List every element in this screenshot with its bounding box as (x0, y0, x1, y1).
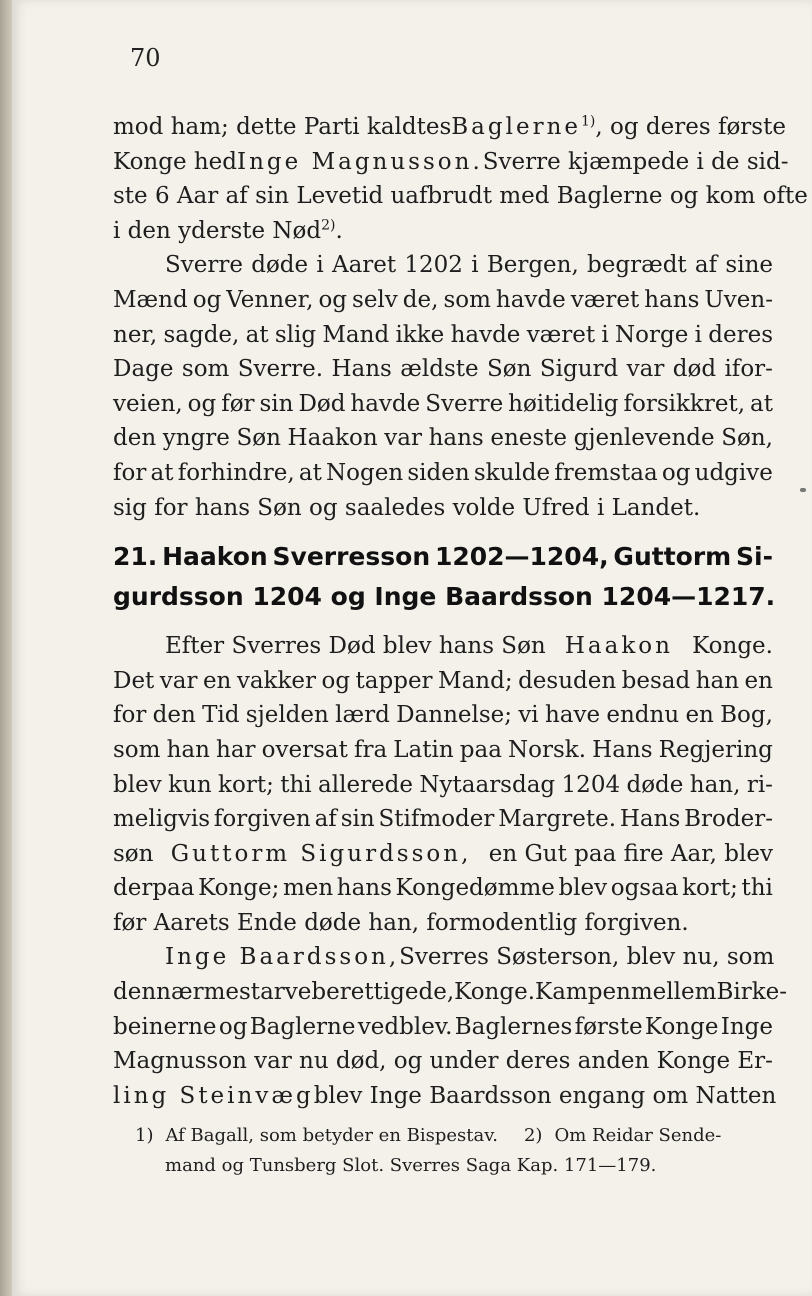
word: hans (644, 286, 700, 313)
text-line (113, 871, 773, 906)
word: af (314, 806, 337, 833)
word: for (113, 702, 147, 729)
word: var (626, 356, 665, 383)
word: Konge; (198, 875, 280, 902)
word: endnu (606, 702, 680, 729)
word: slig (274, 321, 317, 348)
word: Inge (720, 1013, 773, 1040)
footnote-line (113, 1121, 773, 1151)
text-line (113, 352, 773, 387)
word: første (574, 1013, 643, 1040)
word: Er- (737, 1048, 773, 1075)
word: hans (428, 425, 484, 452)
text-line (113, 975, 788, 1010)
word: var (159, 667, 198, 694)
word: skulde (473, 459, 551, 486)
footnote-2: Om Reidar Sende- (554, 1125, 722, 1147)
word: før (221, 390, 255, 417)
word: 21. (113, 542, 158, 572)
word: Norge (615, 321, 689, 348)
word: Kongedømme (395, 875, 555, 902)
word: lærd (335, 702, 390, 729)
word: udgive (694, 459, 773, 486)
word: Nytaarsdag (419, 771, 556, 798)
word: Stifmoder (378, 806, 495, 833)
word: Nogen (326, 459, 404, 486)
text-line (113, 733, 773, 768)
word: Kampen (535, 979, 631, 1006)
word: og (187, 390, 217, 417)
word: og (393, 1048, 423, 1075)
text-line: Konge hed Inge Magnusson. Sverre kjæmpede i de sid- (113, 148, 789, 175)
word: anden (577, 1048, 650, 1075)
word: Haakon (162, 542, 268, 572)
word: de, (402, 286, 439, 313)
word: nærmest (156, 979, 261, 1006)
text-line (113, 802, 773, 837)
word: Sverre. (237, 356, 324, 383)
word: Det (113, 667, 155, 694)
word: Haakon (287, 425, 378, 452)
word: død, (335, 1048, 387, 1075)
word: han, (689, 771, 741, 798)
word: Dannelse; (396, 702, 513, 729)
text-line (113, 387, 773, 422)
word: deres (708, 321, 773, 348)
word: ifor- (724, 356, 773, 383)
word: og (318, 286, 348, 313)
word: meligvis (113, 806, 211, 833)
word: døde (626, 771, 684, 798)
word: ri- (746, 771, 773, 798)
word: Broder- (684, 806, 773, 833)
word: Mand; (438, 667, 513, 694)
word: arveberettigede, (260, 979, 455, 1006)
word: sagde, (163, 321, 240, 348)
word: blev (558, 875, 608, 902)
text-line: før Aarets Ende døde han, formodentlig forgiven. (113, 909, 689, 936)
word: thi (280, 771, 312, 798)
word: veien, (113, 390, 183, 417)
word: Guttorm (613, 542, 732, 572)
word: Bergen, (486, 252, 579, 279)
word: ogsaa (610, 875, 679, 902)
word: Konge (656, 1048, 731, 1075)
word: Konge. (454, 979, 536, 1006)
word: begrædt (587, 252, 687, 279)
word: den (113, 979, 157, 1006)
word: siden (407, 459, 470, 486)
word: at (298, 459, 322, 486)
text-line: sig for hans Søn og saaledes volde Ufred i Landet. (113, 494, 701, 521)
word: kort; (682, 875, 738, 902)
word: havde (495, 286, 566, 313)
word: som (181, 356, 230, 383)
word: fra (353, 736, 388, 763)
word: Sverre (165, 252, 243, 279)
footnote-marker: 1) (135, 1125, 154, 1147)
word: kort; (218, 771, 274, 798)
word: at (245, 321, 269, 348)
word: Hans (592, 736, 653, 763)
text-line (113, 664, 773, 699)
word: vakker (236, 667, 317, 694)
text-line: ling Steinvæg blev Inge Baardsson engang om Natten (113, 1082, 777, 1109)
word: har (216, 736, 256, 763)
word: Aaret (331, 252, 397, 279)
word: besad (621, 667, 691, 694)
word: Tid (202, 702, 240, 729)
word: været (570, 286, 640, 313)
word: deres (505, 1048, 571, 1075)
word: at (750, 390, 773, 417)
text-line: mod ham; dette Parti kaldtes Baglerne$^{1)}$, og deres første (113, 113, 786, 140)
word: Søn (487, 356, 532, 383)
word: død (672, 356, 717, 383)
word: sin (259, 390, 294, 417)
word: Birke- (716, 979, 788, 1006)
text-line (113, 248, 773, 283)
word: yngre (162, 425, 230, 452)
word: Søn (236, 425, 281, 452)
word: som (113, 736, 161, 763)
word: han (695, 667, 740, 694)
word: en (202, 667, 232, 694)
word: Baglernes (454, 1013, 573, 1040)
text-line (113, 1044, 773, 1079)
word: en (685, 702, 714, 729)
word: have (544, 702, 601, 729)
word: han (166, 736, 210, 763)
word: Dage (113, 356, 174, 383)
word: selv (352, 286, 398, 313)
word: som (443, 286, 491, 313)
word: 1202 (404, 252, 463, 279)
text-line (113, 283, 773, 318)
word: Bog, (720, 702, 773, 729)
word: været (526, 321, 596, 348)
heading-line (113, 537, 773, 577)
word: Venner, (226, 286, 314, 313)
word: forhindre, (177, 459, 295, 486)
word: Si- (736, 542, 773, 572)
book-binding (0, 0, 12, 1296)
footnote-1: Af Bagall, som betyder en Bispestav. (165, 1125, 498, 1147)
word: vedblev. (357, 1013, 453, 1040)
word: blev (113, 771, 162, 798)
word: Hans (619, 806, 681, 833)
word: forsikkret, (623, 390, 746, 417)
word: vi (518, 702, 539, 729)
text-line: ste 6 Aar af sin Levetid uafbrudt med Baglerne og kom ofte (113, 183, 808, 210)
text-line (113, 318, 773, 353)
word: i (601, 321, 609, 348)
word: tapper (355, 667, 433, 694)
page-text (113, 110, 808, 1181)
text-line (113, 768, 773, 803)
word: i (471, 252, 479, 279)
word: Norsk. (508, 736, 587, 763)
word: høitidelig (508, 390, 619, 417)
word: i (316, 252, 324, 279)
word: kun (168, 771, 212, 798)
word: var (254, 1048, 292, 1075)
word: Uven- (704, 286, 773, 313)
word: Mænd (113, 286, 188, 313)
footnotes (113, 1121, 773, 1181)
word: 1204 (561, 771, 621, 798)
footnote-marker: 2) (523, 1125, 543, 1147)
word: 1202—1204, (434, 542, 609, 572)
word: havde (450, 321, 521, 348)
text-line: søn Guttorm Sigurdsson, en Gut paa fire Aar, blev (113, 840, 773, 867)
word: og (661, 459, 691, 486)
word: af (694, 252, 718, 279)
text-line (113, 1010, 773, 1045)
word: men (282, 875, 334, 902)
word: Latin (393, 736, 454, 763)
word: at (150, 459, 174, 486)
word: Mand (322, 321, 390, 348)
word: allerede (318, 771, 414, 798)
text-line: Inge Baardsson, Sverres Søsterson, blev nu, som (165, 944, 775, 971)
text-line: Efter Sverres Død blev hans Søn Haakon Konge. (165, 633, 773, 660)
word: Margrete. (498, 806, 617, 833)
word: thi (741, 875, 773, 902)
word: sin (340, 806, 375, 833)
word: i (694, 321, 702, 348)
word: Sverresson (272, 542, 431, 572)
word: hans (336, 875, 392, 902)
word: Hans (331, 356, 392, 383)
word: sine (725, 252, 773, 279)
word: fremstaa (554, 459, 658, 486)
word: og (192, 286, 222, 313)
word: Regjering (658, 736, 773, 763)
word: den (113, 425, 157, 452)
word: og (321, 667, 351, 694)
text-line: i den yderste Nød$^{2)}$. (113, 217, 343, 244)
word: Magnusson (113, 1048, 247, 1075)
word: den (152, 702, 196, 729)
text-line (113, 698, 773, 733)
page-number: 70 (130, 44, 161, 72)
text-line (113, 456, 773, 491)
text-line (113, 421, 773, 456)
word: forgiven (213, 806, 311, 833)
word: ner, (113, 321, 158, 348)
word: ikke (395, 321, 445, 348)
word: nu (299, 1048, 329, 1075)
word: under (429, 1048, 499, 1075)
word: paa (459, 736, 502, 763)
word: og (218, 1013, 248, 1040)
ink-speck (800, 488, 806, 492)
word: sjelden (245, 702, 329, 729)
word: oversat (261, 736, 348, 763)
word: beinerne (113, 1013, 217, 1040)
word: ældste (400, 356, 479, 383)
footnote-line: mand og Tunsberg Slot. Sverres Saga Kap. 171—179. (165, 1155, 657, 1177)
word: mellem (630, 979, 717, 1006)
word: døde (251, 252, 309, 279)
word: Konge (644, 1013, 719, 1040)
word: desuden (518, 667, 617, 694)
word: for (113, 459, 147, 486)
word: Død (298, 390, 346, 417)
word: Sverre (425, 390, 504, 417)
word: var (384, 425, 422, 452)
word: Sigurd (539, 356, 619, 383)
heading-line: gurdsson 1204 og Inge Baardsson 1204—1217. (113, 582, 776, 612)
word: havde (350, 390, 421, 417)
word: Søn, (721, 425, 773, 452)
word: Baglerne (249, 1013, 356, 1040)
section-heading (113, 537, 776, 617)
word: gjenlevende (573, 425, 715, 452)
word: eneste (490, 425, 568, 452)
word: en (744, 667, 773, 694)
word: derpaa (113, 875, 195, 902)
